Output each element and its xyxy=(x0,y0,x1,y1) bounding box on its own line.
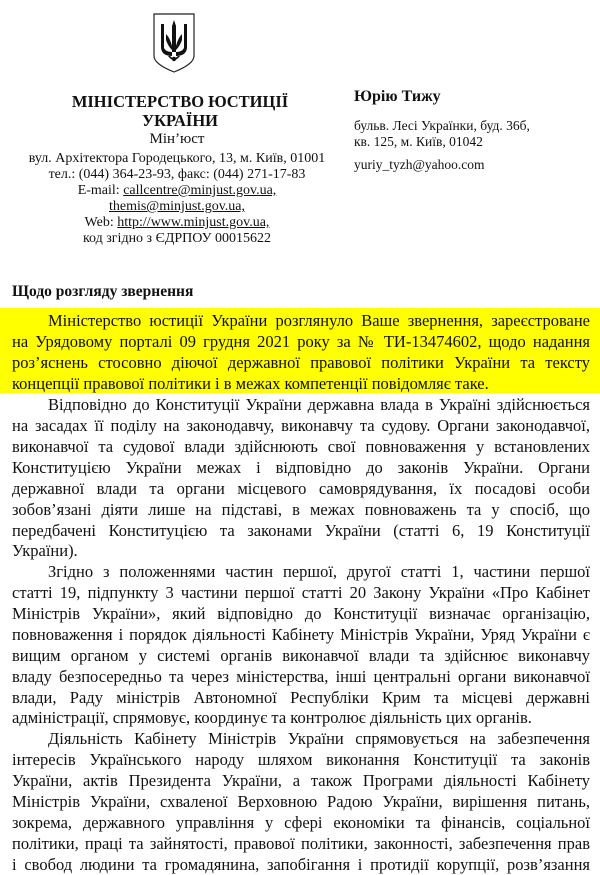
para4-line3: України, актів Президента України, а також Програми діяльності Кабінету xyxy=(12,771,590,790)
recipient-address-line2: кв. 125, м. Київ, 01042 xyxy=(354,134,483,149)
email-link-callcentre[interactable]: callcentre@minjust.gov.ua, xyxy=(123,183,277,198)
org-short-name: Мін’юст xyxy=(149,131,205,147)
sender-edrpou: код згідно з ЄДРПОУ 00015622 xyxy=(82,231,272,246)
para2-line4: Конституцією України межах і відповідно до законів України. Органи xyxy=(12,458,590,477)
web-link[interactable]: http://www.minjust.gov.ua, xyxy=(117,215,270,230)
para2-line6: зобов’язані діяти лише на підставі, в межах повноважень та у спосіб, що xyxy=(12,500,590,519)
para4-line1: Діяльність Кабінету Міністрів України спрямовується на забезпечення xyxy=(48,729,590,748)
para2-line3: виконавчої та судової влади здійснюють свої повноваження у встановлених xyxy=(12,437,590,456)
email-link-themis[interactable]: themis@minjust.gov.ua, xyxy=(108,199,246,214)
coat-of-arms-icon xyxy=(152,12,196,74)
para2-line5: державної влади та органи місцевого самоврядування, їх посадові особи xyxy=(12,479,590,498)
sender-phone-fax: тел.: (044) 364-23-93, факс: (044) 271-17-83 xyxy=(48,167,306,182)
para2-line1: Відповідно до Конституції України державна влада в Україні здійснюється xyxy=(48,395,590,414)
para3-line3: Міністрів України», який відповідно до Конституції визначає організацію, xyxy=(12,604,590,623)
org-name-line2: УКРАЇНИ xyxy=(141,111,219,130)
recipient-name: Юрію Тижу xyxy=(354,88,441,105)
para3-line5: вищим органом у системі органів виконавчої влади та здійснює виконавчу xyxy=(12,646,590,665)
para2-line2: на засадах її поділу на законодавчу, виконавчу та судову. Органи законодавчої, xyxy=(12,416,590,435)
recipient-address-line1: бульв. Лесі Українки, буд. 36б, xyxy=(354,118,530,133)
email-label: E-mail: xyxy=(77,183,124,198)
para2-line7: передбачені Конституцією та законами України (статті 6, 19 Конституції xyxy=(12,521,590,540)
sender-address: вул. Архітектора Городецького, 13, м. Київ, 01001 xyxy=(28,151,326,166)
para4-line2: інтересів Українського народу шляхом виконання Конституції та законів xyxy=(12,750,590,769)
para1-line1: Міністерство юстиції України розглянуло Ваше звернення, зареєстроване xyxy=(48,311,590,330)
para4-line6: політики, праці та зайнятості, правової політики, законності, забезпечення прав xyxy=(12,834,590,853)
subject-heading: Щодо розгляду звернення xyxy=(12,283,194,300)
web-label: Web: xyxy=(84,215,118,230)
para2-line8: України). xyxy=(12,541,78,560)
para3-line6: владу безпосередньо та через міністерства, інші центральні органи виконавчої xyxy=(12,667,590,686)
org-name-line1: МІНІСТЕРСТВО ЮСТИЦІЇ xyxy=(71,92,289,111)
para4-line5: зокрема, державного управління у сфері економіки та фінансів, соціальної xyxy=(12,813,590,832)
para3-line4: повноваження і порядок діяльності Кабінету Міністрів України, Уряд України є xyxy=(12,625,590,644)
sender-email-row xyxy=(12,183,342,199)
para3-line8: адміністрації, спрямовує, координує та контролює діяльність цих органів. xyxy=(12,708,532,727)
para3-line7: влади, Раду міністрів Автономної Республіки Крим та місцеві державні xyxy=(12,688,590,707)
sender-web-row xyxy=(12,215,342,231)
recipient-email: yuriy_tyzh@yahoo.com xyxy=(354,157,485,172)
para1-line2: на Урядовому порталі 09 грудня 2021 року за № ТИ-13474602, щодо надання xyxy=(12,332,590,351)
para1-line3: роз’яснень стосовно діючої державної правової політики України та тексту xyxy=(12,353,590,372)
para3-line1: Згідно з положеннями частин першої, другої статті 1, частини першої xyxy=(48,562,590,581)
sender-email2-row xyxy=(12,199,342,215)
para4-line7: і свобод людини та громадянина, запобігання і протидії корупції, розв’язання xyxy=(12,855,590,874)
para3-line2: статті 19, підпункту 3 частини першої статті 20 Закону України «Про Кабінет xyxy=(12,583,590,602)
para1-line4: концепції правової політики і в межах компетенції повідомляє таке. xyxy=(12,374,489,393)
para4-line4: Міністрів України, схваленої Верховною Радою України, вирішення питань, xyxy=(12,792,590,811)
